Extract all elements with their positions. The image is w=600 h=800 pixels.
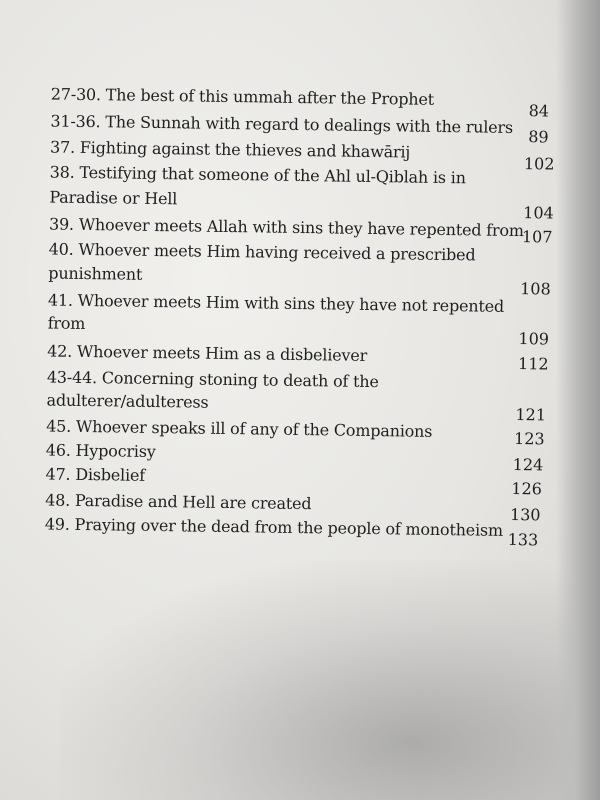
- toc-entry-title: 43-44. Concerning stoning to death of the: [46, 367, 379, 392]
- toc-page-number: 108: [520, 279, 551, 299]
- toc-page-number: 133: [507, 529, 539, 550]
- toc-entry-title: 47. Disbelief: [45, 464, 146, 485]
- toc-entry-title: 38. Testifying that someone of the Ahl ul-Qiblah is in: [49, 162, 466, 188]
- toc-page-number: 124: [512, 454, 544, 475]
- toc-entry-title: 27-30. The best of this ummah after the Prophet: [50, 84, 435, 109]
- page-shadow: [60, 560, 600, 800]
- toc-entry-title: 40. Whoever meets Him having received a prescribed: [48, 239, 476, 265]
- toc-page-number: 130: [509, 504, 541, 525]
- toc-entry-title: 41. Whoever meets Him with sins they have not repented: [47, 290, 505, 316]
- toc-page-number: 104: [523, 203, 554, 223]
- toc-entry-title: 31-36. The Sunnah with regard to dealings with the rulers: [50, 111, 514, 137]
- toc-entry-title-continued: Paradise or Hell: [49, 187, 178, 209]
- toc-page-number: 89: [528, 127, 549, 147]
- toc-entry-title: 37. Fighting against the thieves and khawārij: [49, 137, 411, 162]
- toc-page-number: 109: [518, 329, 550, 349]
- toc-page-number: 126: [511, 478, 543, 499]
- toc-entry-title: 42. Whoever meets Him as a disbeliever: [47, 341, 368, 365]
- toc-page-number: 84: [528, 101, 550, 121]
- toc-entry-title-continued: punishment: [48, 263, 143, 284]
- toc-entry-title: 45. Whoever speaks ill of any of the Companions: [46, 416, 433, 441]
- toc-entry-title-continued: from: [47, 313, 86, 334]
- toc-entry-title: 46. Hypocrisy: [45, 440, 156, 461]
- toc-entry-title: 48. Paradise and Hell are created: [45, 490, 312, 514]
- toc-page-number: 121: [515, 405, 547, 425]
- toc-entry-title-continued: adulterer/adulteress: [46, 390, 209, 412]
- toc-entry-title: 49. Praying over the dead from the people of monotheism: [44, 514, 504, 540]
- toc-entry-title: 39. Whoever meets Allah with sins they have repented from: [48, 214, 524, 241]
- toc-page-number: 123: [513, 429, 545, 449]
- toc-page-number: 107: [521, 227, 553, 247]
- toc-page-number: 102: [523, 154, 555, 174]
- toc-page-number: 112: [518, 354, 549, 374]
